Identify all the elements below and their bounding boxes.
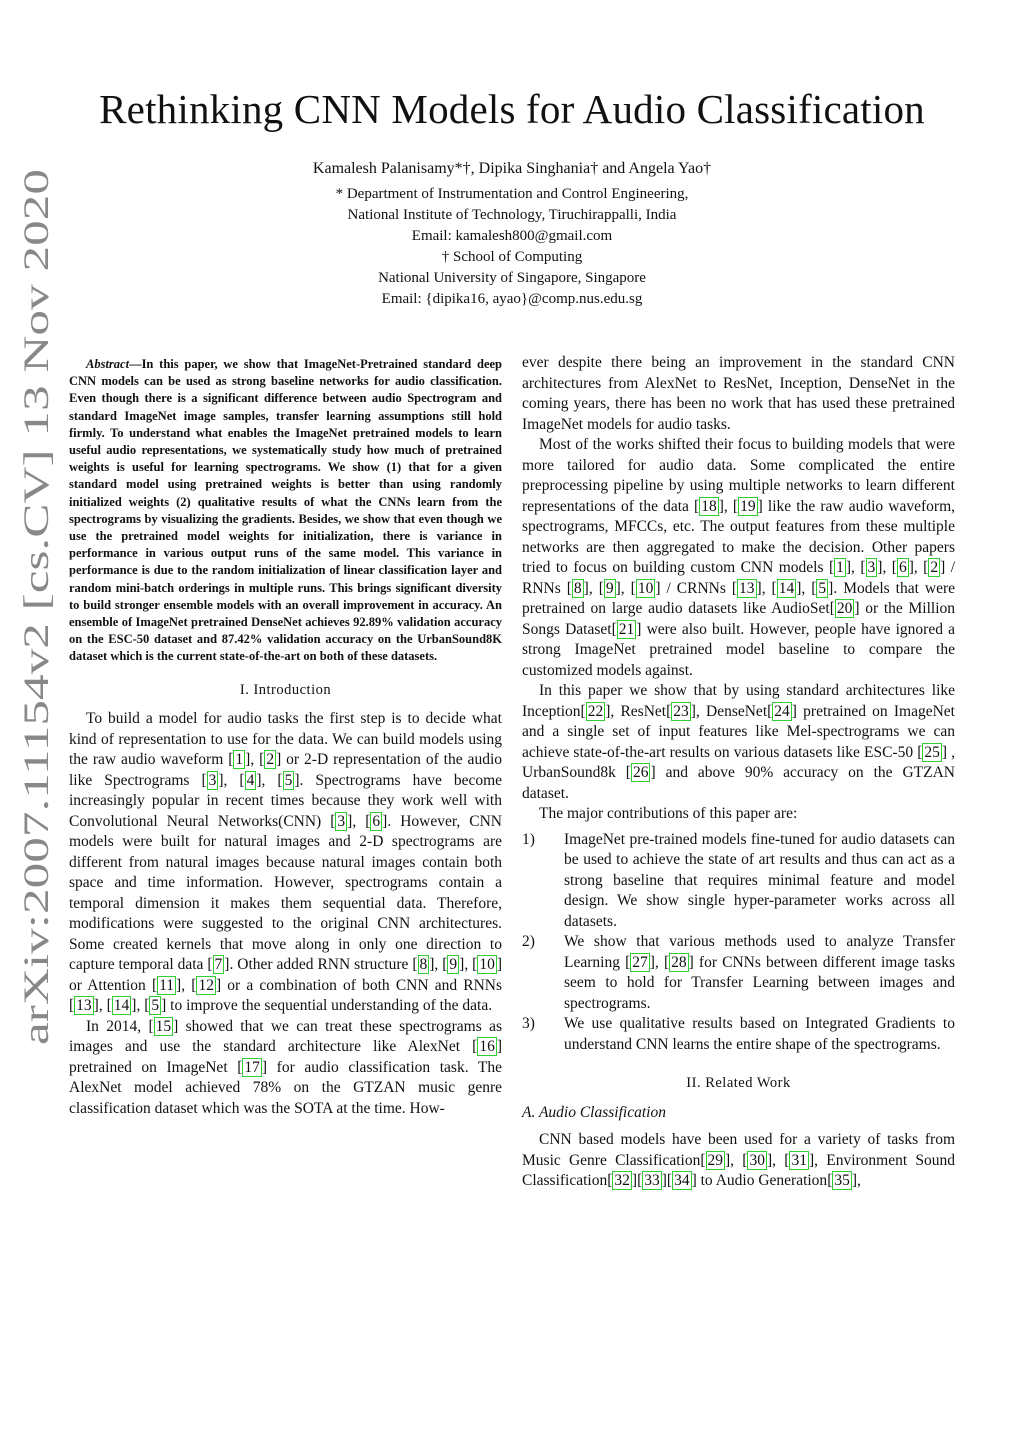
citation-link[interactable]: 31 xyxy=(791,1151,807,1169)
left-column xyxy=(69,356,502,1119)
right-paragraph-2: In this paper we show that by using standard architectures like Inception[ 22 ], ResNet[ 23 ], DenseNet[ 24 ] pretrained on ImageNet and a single set of input features like Mel-spectrograms we can achieve state-of-the-art results on various datasets like ESC-50 [ 25 ] , UrbanSound8k [ 26 ] and above 90% accuracy on the GTZAN dataset. xyxy=(522,682,956,802)
citation-link[interactable]: 5 xyxy=(151,997,160,1015)
citation-link[interactable]: 1 xyxy=(836,559,844,576)
abstract xyxy=(69,356,502,666)
citation-link[interactable]: 9 xyxy=(449,956,458,974)
affiliation-1-email: Email: kamalesh800@gmail.com xyxy=(411,228,613,244)
citation-link[interactable]: 26 xyxy=(632,764,649,781)
citation-link[interactable]: 13 xyxy=(76,997,92,1015)
section-heading-related-work: II. Related Work xyxy=(686,1075,791,1091)
affiliation-2-line-1: † School of Computing xyxy=(441,249,583,265)
affiliation-2-email: Email: {dipika16, ayao}@comp.nus.edu.sg xyxy=(381,291,643,307)
citation-link[interactable]: 7 xyxy=(214,956,223,974)
citation-link[interactable]: 13 xyxy=(739,579,755,597)
citation-link[interactable]: 17 xyxy=(244,1058,260,1076)
author-names: Kamalesh Palanisamy*†, Dipika Singhania† and Angela Yao† xyxy=(312,160,712,177)
citation-link[interactable]: 9 xyxy=(605,579,614,597)
citation-link[interactable]: 5 xyxy=(284,771,293,789)
citation-link[interactable]: 23 xyxy=(673,702,689,720)
citation-link[interactable]: 6 xyxy=(898,559,907,576)
citation-link[interactable]: 21 xyxy=(618,620,635,638)
right-column xyxy=(522,353,955,1192)
citation-link[interactable]: 4 xyxy=(246,771,255,789)
citation-link[interactable]: 34 xyxy=(674,1172,690,1189)
citation-link[interactable]: 14 xyxy=(113,997,130,1015)
citation-link[interactable]: 33 xyxy=(644,1172,660,1189)
citation-link[interactable]: 8 xyxy=(573,579,582,597)
citation-link[interactable]: 18 xyxy=(701,497,717,515)
citation-link[interactable]: 3 xyxy=(337,812,346,830)
contribution-item: 3) We use qualitative results based on Integrated Gradients to understand CNN learns the entire shape of the spectrograms. xyxy=(522,1015,955,1053)
citation-link[interactable]: 10 xyxy=(479,956,495,974)
citation-link[interactable]: 3 xyxy=(867,559,876,576)
citation-link[interactable]: 3 xyxy=(208,771,217,789)
affiliation-1-line-2: National Institute of Technology, Tiruchirappalli, India xyxy=(347,207,677,223)
intro-paragraph-2: In 2014, [ 15 ] showed that we can treat these spectrograms as images and use the standard architecture like AlexNet [ 16 ] pretrained on ImageNet [ 17 ] for audio classification task. The AlexNet model achieved 78% on the GTZAN music genre classification dataset which was the SOTA at the time. How- xyxy=(69,1017,503,1117)
citation-link[interactable]: 25 xyxy=(924,743,940,761)
affiliation-2-line-2: National University of Singapore, Singapore xyxy=(378,270,646,286)
contributions-intro: The major contributions of this paper are: xyxy=(539,805,798,822)
citation-link[interactable]: 1 xyxy=(235,751,244,769)
citation-link[interactable]: 19 xyxy=(740,497,756,515)
citation-link[interactable]: 2 xyxy=(266,751,275,769)
abstract-label: Abstract xyxy=(86,357,130,371)
contribution-item: 2) We show that various methods used to analyze Transfer Learning [ 27 ], [ 28 ] for CNNs between different image tasks seem to hold for Transfer Learning between images and spectrograms. xyxy=(522,933,955,1012)
citation-link[interactable]: 27 xyxy=(632,953,648,971)
citation-link[interactable]: 8 xyxy=(419,956,428,974)
citation-link[interactable]: 10 xyxy=(637,579,654,597)
citation-link[interactable]: 2 xyxy=(930,559,939,576)
citation-link[interactable]: 28 xyxy=(671,953,687,971)
citation-link[interactable]: 29 xyxy=(707,1151,723,1169)
related-paragraph: CNN based models have been used for a variety of tasks from Music Genre Classification[ 29 ], [ 30 ], [ 31 ], Environment Sound Classification[ 32 ][ 33 ][ 34 ] to Audio Generation[ 35 ], xyxy=(522,1131,956,1189)
citation-link[interactable]: 14 xyxy=(778,579,795,597)
citation-link[interactable]: 15 xyxy=(155,1017,172,1035)
arxiv-stamp-text: arXiv:2007.11154v2 [cs.CV] 13 Nov 2020 xyxy=(16,429,56,1045)
citation-link[interactable]: 11 xyxy=(159,976,175,994)
citation-link[interactable]: 35 xyxy=(834,1172,850,1189)
citation-link[interactable]: 5 xyxy=(818,579,827,597)
citation-link[interactable]: 16 xyxy=(479,1038,495,1056)
citation-link[interactable]: 20 xyxy=(836,600,853,617)
citation-link[interactable]: 30 xyxy=(749,1151,765,1169)
paper-title: Rethinking CNN Models for Audio Classification xyxy=(99,86,925,132)
subsection-audio-classification: A. Audio Classification xyxy=(522,1103,666,1121)
citation-link[interactable]: 22 xyxy=(587,702,604,720)
citation-link[interactable]: 24 xyxy=(774,702,790,720)
intro-paragraph-1: To build a model for audio tasks the first step is to decide what kind of representation to use for the data. We can build models using the raw audio waveform [ 1 ], [ 2 ] or 2-D representation of the audio like Spectrograms [ 3 ], [ 4 ], [ 5 ]. Spectrograms have become increasingly popular in recent times because they work well with Convolutional Neural Networks(CNN) [ 3 ], [ 6 ]. However, CNN models were built for natural images and 2-D spectrograms are different from natural images because natural images contain both space and time information. However, spectrograms contain a temporal dimension it makes them sequential data. Therefore, modifications were suggested to the original CNN architectures. Some created kernels that move along in only one direction to capture temporal data [ 7 ]. Other added RNN structure [ 8 ], [ 9 ], [ 10 ] or Attention [ 11 ], [ 12 ] or a combination of both CNN and RNNs [ 13 ], [ 14 ], [ 5 ] to improve the sequential understanding of the data. xyxy=(69,710,503,1015)
right-paragraph-1: Most of the works shifted their focus to building models that were more tailored for audio data. Some complicated the entire preprocessing pipeline by using multiple networks to learn different representations of the data [ 18 ], [ 19 ] like the raw audio waveform, spectrograms, MFCCs, etc. The output features from these multiple networks are then aggregated to make the decision. Other papers tried to focus on building custom CNN models [ 1 ], [ 3 ], [ 6 ], [ 2 ] / RNNs [ 8 ], [ 9 ], [ 10 ] / CRNNs [ 13 ], [ 14 ], [ 5 ]. Models that were pretrained on large audio datasets like AudioSet[ 20 ] or the Million Songs Dataset[ 21 ] were also built. However, people have ignored a strong ImageNet pretrained model baseline to compare the customized models against. xyxy=(522,436,956,679)
citation-link[interactable]: 32 xyxy=(614,1172,630,1189)
affiliation-1-line-1: * Department of Instrumentation and Control Engineering, xyxy=(335,186,689,202)
right-paragraph-continued: ever despite there being an improvement in the standard CNN architectures from AlexNet to ResNet, Inception, DenseNet in the coming years, there has been no work that has used these pretrained ImageNet models for audio tasks. xyxy=(522,354,955,433)
citation-link[interactable]: 12 xyxy=(198,976,214,994)
section-heading-introduction: I. Introduction xyxy=(239,681,332,698)
contribution-item: 1) ImageNet pre-trained models fine-tuned for audio datasets can be used to achieve the state of art results and thus can act as a strong baseline that requires minimal feature and model design. We show single hyper-parameter works across all datasets. xyxy=(522,830,955,930)
citation-link[interactable]: 6 xyxy=(372,812,381,830)
abstract-text: —In this paper, we show that ImageNet-Pretrained standard deep CNN models can be used as strong baseline networks for audio classification. Even though there is a significant difference between audio Spectrogram and standard ImageNet image samples, transfer learning assumptions still hold firmly. To understand what enables the ImageNet pretrained models to learn useful audio representations, we systematically study how much of pretrained weights is useful for learning spectrograms. We show (1) that for a given standard model using pretrained weights is better than using randomly initialized weights (2) qualitative results of what the CNNs learn from the spectrograms by visualizing the gradients. Besides, we show that even though we use the pretrained model weights for initialization, there is variance in performance in various output runs of the same model. This variance in performance is due to the random initialization of linear classification layer and random mini-batch orderings in multiple runs. This brings significant diversity to build stronger ensemble models with an overall improvement in accuracy. An ensemble of ImageNet pretrained DenseNet achieves 92.89% validation accuracy on the ESC-50 dataset and 87.42% validation accuracy on the UrbanSound8K dataset which is the current state-of-the-art on both of these datasets. xyxy=(69,357,502,664)
